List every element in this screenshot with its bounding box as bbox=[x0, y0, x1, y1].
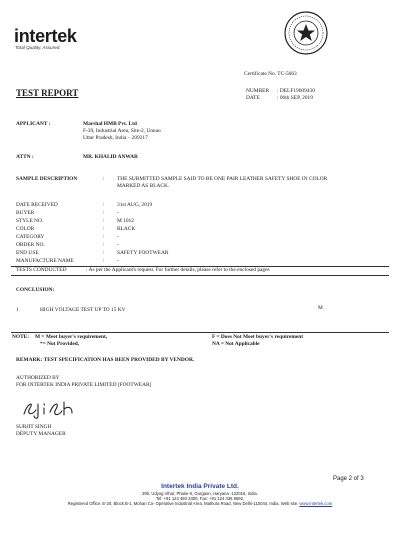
conclusion-item-number: 1 bbox=[16, 307, 19, 313]
attn-value: MR. KHALID ANWAR bbox=[83, 154, 138, 160]
detail-label: STYLE NO. bbox=[16, 218, 44, 224]
detail-label: COLOR bbox=[16, 226, 35, 232]
authorized-by: AUTHORIZED BY bbox=[16, 375, 60, 381]
detail-value: SAFETY FOOTWEAR bbox=[117, 250, 169, 256]
conclusion-label: CONCLUSION: bbox=[16, 287, 55, 293]
footer-registered-text: Registered Office: E-20, Block B-1, Mohan Co- Operative Industrial Area, Mathura Road, New Delhi-110044, India. Web site: bbox=[67, 501, 299, 506]
report-date-label: DATE bbox=[246, 95, 260, 101]
sample-description-line1: THE SUBMITTED SAMPLE SAID TO BE ONE PAIR LEATHER SAFETY SHOE IN COLOR bbox=[117, 176, 328, 182]
detail-label: CATEGORY bbox=[16, 234, 45, 240]
accreditation-seal-icon bbox=[283, 10, 329, 56]
applicant-name: Marshal HMB Pvt. Ltd bbox=[83, 121, 137, 127]
signatory-role: DEPUTY MANAGER bbox=[16, 431, 66, 437]
applicant-address-line2: Uttar Pradesh, India – 209217 bbox=[83, 135, 148, 141]
detail-label: ORDER NO. bbox=[16, 242, 45, 248]
detail-colon: : bbox=[103, 210, 105, 216]
detail-value: - bbox=[117, 242, 119, 248]
applicant-address-line1: F-39, Industrial Area, Site-2, Unnao bbox=[83, 128, 161, 134]
report-number-value: : DELF19009430 bbox=[277, 88, 315, 94]
tests-conducted-label: TESTS CONDUCTED bbox=[16, 267, 67, 273]
detail-colon: : bbox=[103, 242, 105, 248]
attn-label: ATTN : bbox=[16, 154, 34, 160]
certificate-number: Certificate No. TC-5663 bbox=[244, 71, 297, 77]
report-title: TEST REPORT bbox=[16, 88, 79, 98]
footer-website-link[interactable]: www.intertek.com bbox=[299, 501, 333, 506]
intertek-logo: intertek bbox=[14, 26, 77, 46]
detail-label: END USE bbox=[16, 250, 39, 256]
logo-tagline: Total Quality. Assured. bbox=[15, 45, 61, 50]
footer-address: 290, Udyog Vihar, Phase-II, Gurgaon, Haryana -122016, India. bbox=[142, 491, 258, 496]
footer-contact: Tel: +91 124 450 3400, Fax: +91 124 436 8692, bbox=[155, 496, 245, 501]
divider bbox=[11, 332, 389, 333]
detail-colon: : bbox=[103, 250, 105, 256]
detail-colon: : bbox=[103, 234, 105, 240]
footer-registered-office bbox=[0, 501, 400, 506]
detail-value: M 1012 bbox=[117, 218, 134, 224]
detail-value: - bbox=[117, 234, 119, 240]
detail-value: - bbox=[117, 258, 119, 264]
note-not-applicable: NA = Not Applicable bbox=[212, 341, 260, 347]
footer-company: Intertek India Private Ltd. bbox=[161, 483, 239, 490]
detail-label: MANUFACTURE NAME bbox=[16, 258, 74, 264]
conclusion-item-text: HIGH VOLTAGE TEST UP TO 15 KV bbox=[40, 307, 126, 313]
detail-label: BUYER bbox=[16, 210, 35, 216]
note-does-not-meet: F = Does Not Meet buyer's requirement bbox=[212, 334, 303, 340]
remark: REMARK: TEST SPECIFICATION HAS BEEN PROVIDED BY VENDOR. bbox=[16, 357, 195, 363]
tests-conducted-value: : As per the Applicant's request. For further details, please refer to the enclosed pages bbox=[86, 267, 270, 273]
report-number-label: NUMBER bbox=[246, 88, 270, 94]
divider bbox=[11, 275, 389, 276]
detail-value: BLACK bbox=[117, 226, 136, 232]
note-meet: M = Meet buyer's requirement, bbox=[35, 334, 108, 340]
detail-value: 31st AUG, 2019 bbox=[117, 202, 153, 208]
detail-colon: : bbox=[103, 226, 105, 232]
note-label: NOTE: bbox=[12, 334, 30, 340]
detail-colon: : bbox=[103, 258, 105, 264]
signatory-name: SURJIT SINGH bbox=[16, 424, 52, 430]
detail-colon: : bbox=[103, 202, 105, 208]
page-indicator: Page 2 of 3 bbox=[333, 476, 364, 482]
sample-description-colon: : bbox=[103, 176, 105, 182]
conclusion-item-result: M bbox=[318, 305, 323, 311]
detail-label: DATE RECEIVED bbox=[16, 202, 58, 208]
sample-description-label: SAMPLE DESCRIPTION bbox=[16, 176, 78, 182]
detail-colon: : bbox=[103, 218, 105, 224]
report-date-value: : 06th SEP, 2019 bbox=[277, 95, 313, 101]
sample-description-line2: MARKED AS BLACK. bbox=[117, 183, 170, 189]
detail-value: - bbox=[117, 210, 119, 216]
note-not-provided: *= Not Provided, bbox=[40, 341, 80, 347]
authorized-company: FOR INTERTEK INDIA PRIVATE LIMITED [FOOTWEAR] bbox=[16, 382, 152, 388]
signature-icon bbox=[20, 398, 90, 420]
applicant-label: APPLICANT : bbox=[16, 121, 51, 127]
